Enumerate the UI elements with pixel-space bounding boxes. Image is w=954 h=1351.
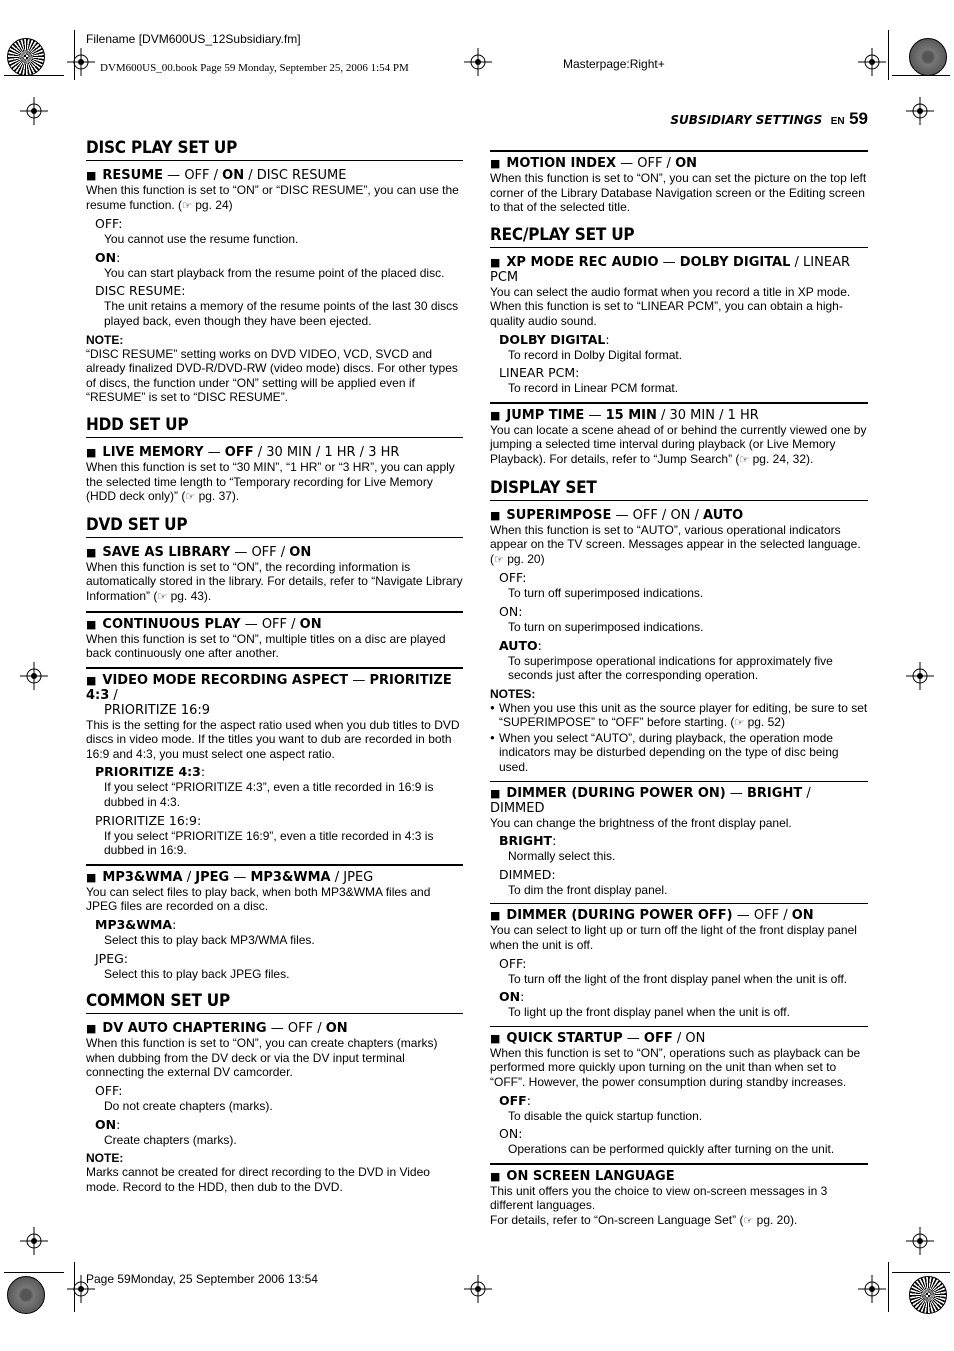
square-bullet-icon: ■ bbox=[86, 445, 97, 459]
setting-header: ■ LIVE MEMORY — OFF / 30 MIN / 1 HR / 3 HR bbox=[86, 444, 400, 460]
square-bullet-icon: ■ bbox=[86, 169, 97, 182]
crosshair-mark-right-lower bbox=[906, 1227, 934, 1255]
setting-header: ■ VIDEO MODE RECORDING ASPECT — PRIORITIZE 4:3 / PRIORITIZE 16:9 bbox=[86, 672, 452, 718]
crosshair-mark-top-center bbox=[464, 48, 492, 76]
option-label: OFF: bbox=[499, 1092, 531, 1108]
masterpage-label: Masterpage:Right+ bbox=[563, 57, 665, 71]
square-bullet-icon: ■ bbox=[86, 617, 97, 631]
option-description: To record in Linear PCM format. bbox=[508, 381, 679, 396]
crosshair-mark-right-middle bbox=[906, 662, 934, 690]
setting-description: This unit offers you the choice to view on-screen messages in 3 different languages. bbox=[490, 1183, 828, 1213]
setting-dimmer-power-on bbox=[490, 781, 868, 898]
setting-live-memory bbox=[86, 445, 463, 505]
page-reference-icon: ☞ bbox=[739, 453, 750, 466]
option-label: OFF: bbox=[95, 1083, 123, 1098]
crop-line bbox=[888, 1262, 889, 1312]
setting-mp3-wma-jpeg bbox=[86, 864, 463, 981]
setting-header: ■ DIMMER (DURING POWER ON) — BRIGHT / DIMMED bbox=[490, 785, 811, 816]
crop-line bbox=[4, 1272, 64, 1273]
option-description: To record in Dolby Digital format. bbox=[508, 347, 683, 362]
note-heading: NOTE: bbox=[86, 332, 124, 347]
setting-description: You can change the brightness of the front display panel. bbox=[490, 815, 792, 830]
setting-header: ■ DIMMER (DURING POWER OFF) — OFF / ON bbox=[490, 908, 814, 924]
option-description: To turn off superimposed indications. bbox=[508, 586, 704, 601]
page-reference-icon: ☞ bbox=[734, 717, 745, 730]
option-label: MP3&WMA: bbox=[95, 917, 177, 933]
crosshair-mark-left-upper bbox=[20, 97, 48, 125]
registration-disc-top-left bbox=[7, 38, 45, 76]
page-number: 59 bbox=[849, 109, 868, 128]
page-reference-icon: ☞ bbox=[182, 199, 192, 212]
setting-header: ■ MP3&WMA / JPEG — MP3&WMA / JPEG bbox=[86, 869, 374, 885]
crop-line bbox=[892, 75, 950, 76]
setting-dv-auto-chaptering bbox=[86, 1021, 463, 1194]
option-description: You can start playback from the resume point of the placed disc. bbox=[104, 265, 445, 280]
square-bullet-icon: ■ bbox=[490, 408, 501, 422]
notes-heading: NOTES: bbox=[490, 686, 536, 701]
option-description: To superimpose operational indications for approximately five seconds just after the corresponding operation. bbox=[508, 653, 833, 683]
option-label: DOLBY DIGITAL: bbox=[499, 331, 610, 347]
option-description: Operations can be performed quickly after turning on the unit. bbox=[508, 1142, 835, 1157]
option-description: Select this to play back MP3/WMA files. bbox=[104, 933, 315, 948]
note-text: Marks cannot be created for direct recording to the DVD in Video mode. Record to the HDD, then dub to the DVD. bbox=[86, 1165, 430, 1194]
setting-header: ■ SAVE AS LIBRARY — OFF / ON bbox=[86, 544, 312, 560]
option-label: JPEG: bbox=[95, 950, 129, 966]
option-description: Create chapters (marks). bbox=[104, 1132, 237, 1147]
square-bullet-icon: ■ bbox=[490, 786, 501, 800]
option-label: BRIGHT: bbox=[499, 833, 557, 849]
setting-video-mode-recording-aspect bbox=[86, 667, 463, 858]
square-bullet-icon: ■ bbox=[490, 1169, 501, 1183]
setting-quick-startup bbox=[490, 1026, 868, 1157]
section-title-rec-play-set-up: REC/PLAY SET UP bbox=[490, 225, 868, 248]
crop-line bbox=[892, 1272, 950, 1273]
setting-description: When this function is set to “ON” or “DISC RESUME”, you can use the resume function. (☞ pg. 24) bbox=[86, 183, 459, 212]
left-column bbox=[86, 138, 463, 1194]
crosshair-mark-top-left bbox=[67, 48, 95, 76]
setting-description: When this function is set to “30 MIN”, “1 HR” or “3 HR”, you can apply the selected time length to “Temporary recording for Live Memory (HDD deck only)” (☞ pg. 37). bbox=[86, 459, 455, 504]
section-title-disc-play-set-up: DISC PLAY SET UP bbox=[86, 138, 463, 161]
setting-xp-mode-rec-audio bbox=[490, 255, 868, 396]
crop-line bbox=[4, 75, 64, 76]
option-label: ON: bbox=[499, 989, 525, 1005]
setting-header: ■ JUMP TIME — 15 MIN / 30 MIN / 1 HR bbox=[490, 407, 759, 423]
crosshair-mark-left-lower bbox=[20, 1227, 48, 1255]
option-label: ON: bbox=[95, 249, 121, 265]
option-label: ON: bbox=[499, 603, 523, 619]
option-description: You cannot use the resume function. bbox=[104, 232, 299, 247]
square-bullet-icon: ■ bbox=[86, 545, 97, 559]
setting-description: When this function is set to “ON”, the recording information is automatically stored in the library. For details, refer to “Navigate Library Information” (☞ pg. 43). bbox=[86, 559, 463, 603]
page-reference-icon: ☞ bbox=[185, 491, 196, 504]
book-info-line: DVM600US_00.book Page 59 Monday, September 25, 2006 1:54 PM bbox=[100, 62, 409, 74]
crosshair-mark-left-middle bbox=[20, 662, 48, 690]
square-bullet-icon: ■ bbox=[490, 1031, 501, 1045]
crop-line bbox=[888, 30, 889, 80]
option-description: If you select “PRIORITIZE 4:3”, even a title recorded in 16:9 is dubbed in 4:3. bbox=[104, 780, 434, 810]
setting-jump-time bbox=[490, 402, 868, 468]
option-label: PRIORITIZE 16:9: bbox=[95, 812, 202, 828]
setting-save-as-library bbox=[86, 545, 463, 605]
option-description: Do not create chapters (marks). bbox=[104, 1099, 273, 1113]
setting-description: This is the setting for the aspect ratio used when you dub titles to DVD discs in video mode. If the titles you want to dub are recorded in both 16:9 and 4:3, you must select one aspect ratio. bbox=[86, 717, 460, 761]
setting-description: When this function is set to “ON”, operations such as playback can be performed more quickly upon turning on the unit than when set to “OFF”. However, the power consumption during standby increases. bbox=[490, 1045, 861, 1089]
crosshair-mark-top-right bbox=[858, 48, 886, 76]
note-bullet: ● When you use this unit as the source player for editing, be sure to set “SUPERIMPOSE” to “OFF” before starting. (☞ pg. 52) bbox=[490, 701, 868, 731]
setting-dimmer-power-off bbox=[490, 903, 868, 1019]
option-label: PRIORITIZE 4:3: bbox=[95, 764, 206, 780]
square-bullet-icon: ■ bbox=[86, 673, 97, 687]
setting-description: For details, refer to “On-screen Language Set” (☞ pg. 20). bbox=[490, 1212, 798, 1227]
option-description: To light up the front display panel when the unit is off. bbox=[508, 1005, 790, 1020]
running-header bbox=[660, 109, 868, 129]
section-title-hdd-set-up: HDD SET UP bbox=[86, 415, 463, 438]
setting-header: ■ SUPERIMPOSE — OFF / ON / AUTO bbox=[490, 507, 744, 523]
option-label: ON: bbox=[499, 1126, 523, 1142]
crosshair-mark-bottom-right bbox=[858, 1275, 886, 1303]
running-title: SUBSIDIARY SETTINGS bbox=[670, 113, 823, 127]
setting-header: ■ XP MODE REC AUDIO — DOLBY DIGITAL / LINEAR PCM bbox=[490, 254, 850, 285]
section-title-common-set-up: COMMON SET UP bbox=[86, 991, 463, 1014]
setting-description: You can select files to play back, when both MP3&WMA files and JPEG files are recorded on a disc. bbox=[86, 884, 431, 914]
option-label: AUTO: bbox=[499, 637, 542, 653]
option-description: If you select “PRIORITIZE 16:9”, even a title recorded in 4:3 is dubbed in 16:9. bbox=[104, 828, 434, 858]
registration-disc-bottom-left bbox=[7, 1276, 45, 1314]
setting-header: ■ QUICK STARTUP — OFF / ON bbox=[490, 1030, 706, 1046]
registration-disc-top-right bbox=[909, 38, 947, 76]
setting-header: ■ RESUME — OFF / ON / DISC RESUME bbox=[86, 168, 347, 183]
setting-on-screen-language bbox=[490, 1163, 868, 1229]
note-heading: NOTE: bbox=[86, 1151, 124, 1166]
square-bullet-icon: ■ bbox=[490, 909, 501, 923]
square-bullet-icon: ■ bbox=[86, 870, 97, 884]
setting-header: ■ CONTINUOUS PLAY — OFF / ON bbox=[86, 616, 322, 632]
note-text: “DISC RESUME” setting works on DVD VIDEO, VCD, SVCD and already finalized DVD-R/DVD-RW (video mode) discs. For other types of discs, the function under “ON” setting will be applied even if “RESUME” is set to “DISC RESUME”. bbox=[86, 346, 458, 405]
setting-description: You can select the audio format when you record a title in XP mode. When this function is set to “LINEAR PCM”, you can obtain a high-quality audio sound. bbox=[490, 284, 851, 328]
option-label: DISC RESUME: bbox=[95, 283, 186, 299]
option-description: Normally select this. bbox=[508, 849, 616, 864]
square-bullet-icon: ■ bbox=[86, 1022, 97, 1036]
option-description: To disable the quick startup function. bbox=[508, 1108, 703, 1123]
setting-continuous-play bbox=[86, 611, 463, 661]
registration-disc-bottom-right bbox=[909, 1276, 947, 1314]
setting-description: When this function is set to “ON”, multiple titles on a disc are played back continuously one after another. bbox=[86, 631, 446, 661]
option-label: OFF: bbox=[499, 570, 527, 586]
section-title-dvd-set-up: DVD SET UP bbox=[86, 515, 463, 538]
option-label: ON: bbox=[95, 1116, 121, 1132]
setting-description: When this function is set to “ON”, you can create chapters (marks) when dubbing from the DV deck or via the DV input terminal connecting the external DV camcorder. bbox=[86, 1036, 438, 1080]
section-title-display-set: DISPLAY SET bbox=[490, 478, 868, 501]
page-reference-icon: ☞ bbox=[743, 1214, 754, 1227]
language-tag: EN bbox=[830, 116, 845, 127]
setting-resume bbox=[86, 168, 463, 405]
setting-description: You can select to light up or turn off the light of the front display panel when the unit is off. bbox=[490, 923, 857, 953]
setting-header: ■ DV AUTO CHAPTERING — OFF / ON bbox=[86, 1021, 348, 1037]
right-column bbox=[490, 150, 868, 1229]
page-reference-icon: ☞ bbox=[157, 590, 168, 603]
option-description: To turn on superimposed indications. bbox=[508, 619, 704, 634]
setting-description: When this function is set to “AUTO”, various operational indicators appear on the TV screen. Messages appear in the selected language. (☞ pg. 20) bbox=[490, 522, 861, 566]
note-bullet: ● When you select “AUTO”, during playback, the operation mode indicators may be disturbed depending on the type of disc being used. bbox=[490, 731, 868, 775]
square-bullet-icon: ■ bbox=[490, 255, 501, 269]
option-description: To turn off the light of the front display panel when the unit is off. bbox=[508, 971, 848, 986]
filename-label: Filename [DVM600US_12Subsidiary.fm] bbox=[86, 32, 301, 46]
setting-description: When this function is set to “ON”, you can set the picture on the top left corner of the Library Database Navigation screen or the Editing screen to that of the selected title. bbox=[490, 171, 867, 215]
option-label: OFF: bbox=[95, 216, 123, 232]
square-bullet-icon: ■ bbox=[490, 157, 501, 170]
setting-superimpose bbox=[490, 508, 868, 775]
option-description: Select this to play back JPEG files. bbox=[104, 966, 290, 981]
setting-description: You can locate a scene ahead of or behind the currently viewed one by jumping a selected time interval during playback (or Live Memory Playback). For details, refer to “Jump Search” (☞ pg. 24, 32). bbox=[490, 422, 867, 466]
page-reference-icon: ☞ bbox=[494, 553, 504, 566]
setting-header: ■ ON SCREEN LANGUAGE bbox=[490, 1168, 675, 1184]
option-description: To dim the front display panel. bbox=[508, 882, 668, 897]
option-label: DIMMED: bbox=[499, 866, 556, 882]
footer-timestamp: Page 59Monday, 25 September 2006 13:54 bbox=[86, 1272, 318, 1286]
option-description: The unit retains a memory of the resume points of the last 30 discs played back, even though they have been ejected. bbox=[104, 299, 459, 328]
option-label: OFF: bbox=[499, 955, 527, 971]
option-label: LINEAR PCM: bbox=[499, 365, 580, 381]
crosshair-mark-bottom-center bbox=[464, 1275, 492, 1303]
crosshair-mark-right-upper bbox=[906, 97, 934, 125]
setting-header: ■ MOTION INDEX — OFF / ON bbox=[490, 156, 698, 171]
setting-motion-index bbox=[490, 150, 868, 215]
square-bullet-icon: ■ bbox=[490, 508, 501, 522]
